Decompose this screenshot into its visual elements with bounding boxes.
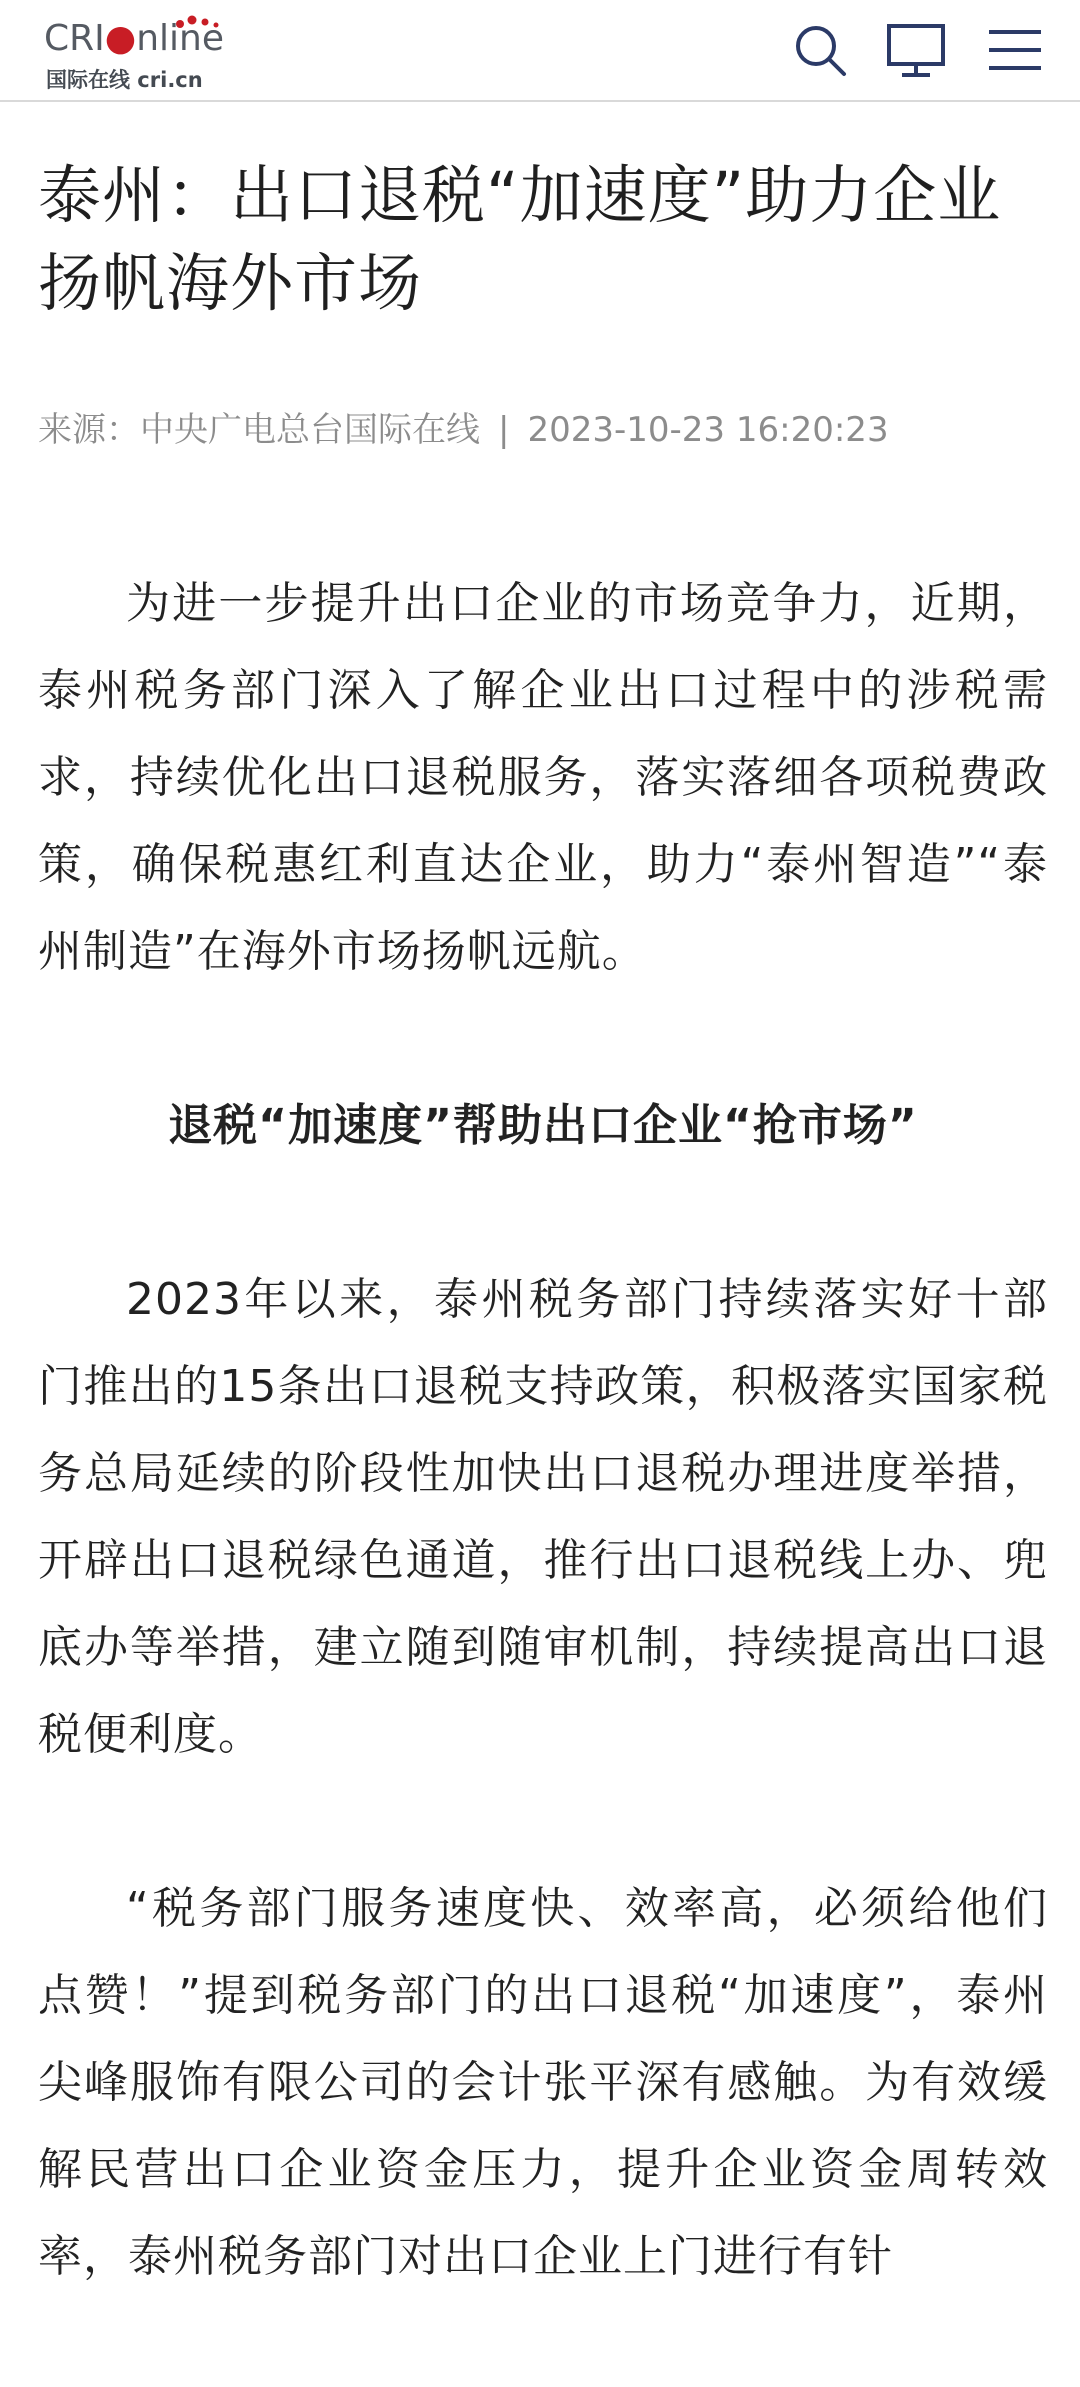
article-meta (38, 402, 1048, 451)
article-paragraph: 为进一步提升出口企业的市场竞争力，近期，泰州税务部门深入了解企业出口过程中的涉税需求，持续优化出口退税服务，落实落细各项税费政策，确保税惠红利直达企业，助力“泰州智造”“泰州制造”在海外市场扬帆远航。 (38, 578, 1048, 977)
menu-icon[interactable] (985, 20, 1045, 80)
article-subheading: 退税“加速度”帮助出口企业“抢市场” (168, 1100, 918, 1151)
article-paragraph: 2023年以来，泰州税务部门持续落实好十部门推出的15条出口退税支持政策，积极落实国家税务总局延续的阶段性加快出口退税办理进度举措，开辟出口退税绿色通道，推行出口退税线上办、兜底办等举措，建立随到随审机制，持续提高出口退税便利度。 (38, 1274, 1048, 1760)
article-source: 来源：中央广电总台国际在线 (38, 410, 480, 450)
meta-separator: | (498, 410, 510, 450)
search-icon[interactable] (790, 20, 850, 80)
site-header (0, 0, 1080, 102)
article-body (38, 560, 1048, 2387)
tv-icon[interactable] (886, 20, 946, 80)
logo-wordmark: CRI●nline (44, 18, 224, 59)
logo-subtitle: 国际在线 cri.cn (46, 68, 203, 92)
article-paragraph: “税务部门服务速度快、效率高，必须给他们点赞！”提到税务部门的出口退税“加速度”，泰州尖峰服饰有限公司的会计张平深有感触。为有效缓解民营出口企业资金压力，提升企业资金周转效率，泰州税务部门对出口企业上门进行有针 (38, 1883, 1048, 2282)
article-timestamp: 2023-10-23 16:20:23 (527, 410, 889, 450)
cri-online-logo[interactable] (44, 14, 244, 90)
article-title: 泰州：出口退税“加速度”助力企业扬帆海外市场 (38, 159, 1002, 320)
